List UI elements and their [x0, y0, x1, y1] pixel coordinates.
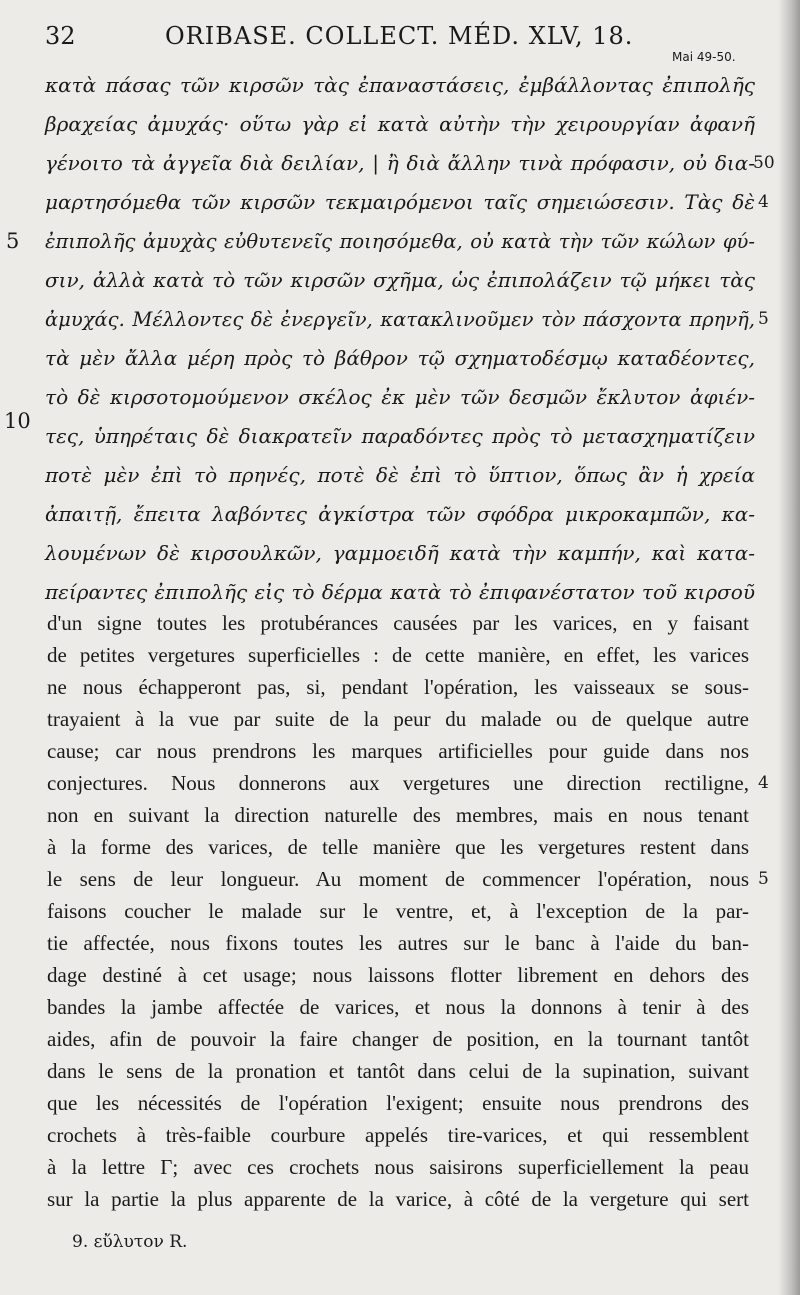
greek-line: τὰ μὲν ἄλλα μέρη πρὸς τὸ βάθρον τῷ σχηματοδέσμῳ καταδέοντες, — [45, 346, 755, 370]
greek-line: σιν, ἀλλὰ κατὰ τὸ τῶν κιρσῶν σχῆμα, ὡς ἐπιπολάζειν τῷ μήκει τὰς — [45, 268, 755, 292]
greek-line: ἀπαιτῇ, ἔπειτα λαβόντες ἀγκίστρα τῶν σφόδρα μικροκαμπῶν, κα- — [45, 502, 755, 526]
french-line: le sens de leur longueur. Au moment de commencer l'opération, nous — [47, 867, 749, 891]
greek-line: βραχείας ἀμυχάς· οὕτω γὰρ εἰ κατὰ αὐτὴν τὴν χειρουργίαν ἀφανῆ — [45, 112, 755, 136]
greek-line: πείραντες ἐπιπολῆς εἰς τὸ δέρμα κατὰ τὸ ἐπιφανέστατον τοῦ κιρσοῦ — [45, 580, 755, 604]
greek-line: κατὰ πάσας τῶν κιρσῶν τὰς ἐπαναστάσεις, ἐμβάλλοντας ἐπιπολῆς — [45, 73, 755, 97]
greek-line: γένοιτο τὰ ἀγγεῖα διὰ δειλίαν, | ἢ διὰ ἄλλην τινὰ πρόφασιν, οὐ δια- — [45, 151, 755, 175]
margin-note-5: 5 — [758, 309, 769, 329]
french-line: dans le sens de la pronation et tantôt dans celui de la supination, suivant — [47, 1059, 749, 1083]
french-line: aides, afin de pouvoir la faire changer de position, en la tournant tantôt — [47, 1027, 749, 1051]
line-number-5: 5 — [6, 229, 20, 253]
french-line: non en suivant la direction naturelle des membres, mais en nous tenant — [47, 803, 749, 827]
french-line: à la forme des varices, de telle manière que les vergetures restent dans — [47, 835, 749, 859]
greek-line: λουμένων δὲ κιρσουλκῶν, γαμμοειδῆ κατὰ τὴν καμπήν, καὶ κατα- — [45, 541, 755, 565]
french-line: ne nous échapperont pas, si, pendant l'opération, les vaisseaux se sous- — [47, 675, 749, 699]
french-line: sur la partie la plus apparente de la varice, à côté de la vergeture qui sert — [47, 1187, 749, 1211]
french-line: que les nécessités de l'opération l'exigent; ensuite nous prendrons des — [47, 1091, 749, 1115]
line-number-10: 10 — [4, 409, 31, 433]
greek-line: ἐπιπολῆς ἀμυχὰς εὐθυτενεῖς ποιησόμεθα, οὐ κατὰ τὴν τῶν κώλων φύ- — [45, 230, 755, 253]
page-number: 32 — [45, 22, 76, 50]
page-header — [0, 20, 800, 64]
french-line: trayaient à la vue par suite de la peur du malade ou de quelque autre — [47, 707, 749, 731]
french-margin-note-4: 4 — [758, 773, 769, 793]
greek-line: τὸ δὲ κιρσοτομούμενον σκέλος ἐκ μὲν τῶν δεσμῶν ἔκλυτον ἀφιέν- — [45, 385, 755, 409]
greek-line: μαρτησόμεθα τῶν κιρσῶν τεκμαιρόμενοι ταῖς σημειώσεσιν. Τὰς δὲ — [45, 190, 755, 214]
french-line: dage destiné à cet usage; nous laissons flotter librement en dehors des — [47, 963, 749, 987]
french-line: faisons coucher le malade sur le ventre, et, à l'exception de la par- — [47, 899, 749, 923]
french-margin-note-5: 5 — [758, 869, 769, 889]
french-line: de petites vergetures superficielles : de cette manière, en effet, les varices — [47, 643, 749, 667]
french-line: d'un signe toutes les protubérances causées par les varices, en y faisant — [47, 611, 749, 635]
footnote: 9. εὔλυτον R. — [72, 1232, 188, 1252]
french-line: conjectures. Nous donnerons aux vergetures une direction rectiligne, — [47, 771, 749, 795]
manuscript-reference: Mai 49-50. — [672, 50, 736, 64]
greek-line: ἀμυχάς. Μέλλοντες δὲ ἐνεργεῖν, κατακλινοῦμεν τὸν πάσχοντα πρηνῆ, — [45, 308, 755, 331]
page-edge-shadow — [778, 0, 800, 1295]
french-line: bandes la jambe affectée de varices, et nous la donnons à tenir à des — [47, 995, 749, 1019]
french-line: crochets à très-faible courbure appelés tire-varices, et qui ressemblent — [47, 1123, 749, 1147]
greek-line: τες, ὑπηρέταις δὲ διακρατεῖν παραδόντες πρὸς τὸ μετασχηματίζειν — [45, 424, 755, 448]
french-line: tie affectée, nous fixons toutes les autres sur le banc à l'aide du ban- — [47, 931, 749, 955]
margin-note-4: 4 — [758, 192, 769, 212]
french-line: à la lettre Γ; avec ces crochets nous saisirons superficiellement la peau — [47, 1155, 749, 1179]
running-title: ORIBASE. COLLECT. MÉD. XLV, 18. — [165, 22, 634, 50]
french-line: cause; car nous prendrons les marques artificielles pour guide dans nos — [47, 739, 749, 763]
margin-note-50: 50 — [753, 153, 775, 173]
greek-line: ποτὲ μὲν ἐπὶ τὸ πρηνές, ποτὲ δὲ ἐπὶ τὸ ὕπτιον, ὅπως ἂν ἡ χρεία — [45, 463, 755, 487]
